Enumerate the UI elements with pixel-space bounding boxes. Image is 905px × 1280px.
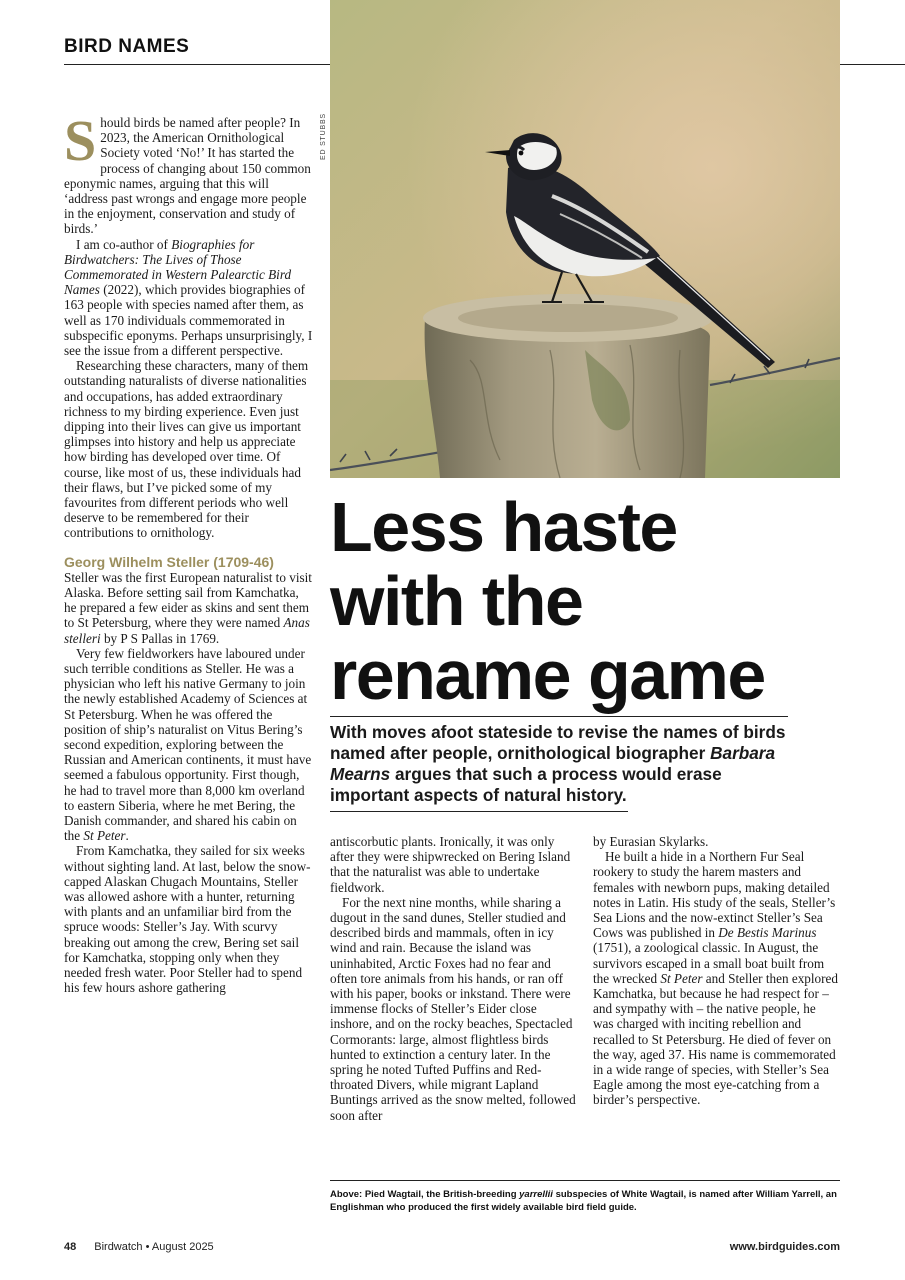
drop-cap: S <box>64 108 97 173</box>
standfirst-rule-top <box>330 716 788 717</box>
photo-caption: Above: Pied Wagtail, the British-breeding yarrellii subspecies of White Wagtail, is named after William Yarrell, an Englishman who produced the first widely available bird field guide. <box>330 1189 837 1213</box>
author-name: Barbara Mearns <box>330 743 776 784</box>
headline <box>330 490 890 712</box>
paragraph: He built a hide in a Northern Fur Seal rookery to study the harem masters and females with newborn pups, making detailed notes in Latin. His study of the seals, Steller’s Sea Lions and the now-extinct Steller’s Sea Cows was published in De Bestis Marinus (1751), a zoological classic. In August, the survivors escaped in a small boat built from the wrecked St Peter and Steller then explored Kamchatka, but because he had respect for – and sympathy with – the native people, he was charged with inciting rebellion and recalled to St Petersburg. He died of fever on the way, aged 37. His name is commemorated in a wide range of species, with Steller’s Sea Eagle among the most eye-catching from a birder’s perspective. <box>593 849 838 1108</box>
headline-line-3: rename game <box>330 636 765 714</box>
paragraph: by Eurasian Skylarks. <box>593 834 709 849</box>
header-rule-left <box>64 64 330 65</box>
website-link[interactable]: www.birdguides.com <box>729 1241 840 1253</box>
column-2 <box>330 834 578 1123</box>
headline-line-1: Less haste <box>330 488 677 566</box>
hero-photo <box>330 0 840 478</box>
header-rule-right <box>840 64 905 65</box>
section-label: BIRD NAMES <box>64 36 190 57</box>
issue-label: Birdwatch • August 2025 <box>94 1241 214 1253</box>
paragraph: Steller was the first European naturalist to visit Alaska. Before setting sail from Kamchatka, he prepared a few eider as skins and sent them to St Petersburg, where they were named Anas stelleri by P S Pallas in 1769. <box>64 569 312 646</box>
column-3 <box>593 834 839 1108</box>
caption-rule <box>330 1180 840 1181</box>
paragraph: From Kamchatka, they sailed for six weeks without sighting land. At last, below the snow-capped Alaskan Chugach Mountains, Steller was allowed ashore with a hunter, returning with plants and an unfamiliar bird from the spruce woods: Steller’s Jay. With scurvy breaking out among the crew, Bering set sail for Kamchatka, stopping only when they needed fresh water. Poor Steller had to spend his few hours ashore gathering <box>64 843 311 996</box>
paragraph: For the next nine months, while sharing a dugout in the sand dunes, Steller studied and described birds and mammals, often in icy wind and rain. Because the island was uninhabited, Arctic Foxes had no fear and often tore animals from his hands, or ran off with his paper, books or inkstand. There were immense flocks of Steller’s Eider close inshore, and on the rocky beaches, Spectacled Cormorants: large, almost flightless birds hunted to extinction a century later. In the spring he noted Tufted Puffins and Red-throated Divers, while migrant Lapland Buntings arrived as the snow melted, followed soon after <box>330 894 576 1123</box>
paragraph: Researching these characters, many of them outstanding naturalists of diverse nationalities and occupations, has added extraordinary richness to my birding experience. Even just dipping into their lives can give us important glimpses into history and help us appreciate how birding has developed over time. Of course, like most of us, these individuals had their flaws, but I’ve picked some of my favourites from different periods who well deserve to be remembered for their contributions to ornithology. <box>64 358 309 541</box>
footer-left <box>64 1241 214 1253</box>
headline-line-2: with the <box>330 562 583 640</box>
paragraph: I am co-author of Biographies for Birdwatchers: The Lives of Those Commemorated in Western Palearctic Bird Names (2022), which provides biographies of 163 people with species named after them, as well as 170 individuals commemorated in subspecific eponyms. Perhaps unsurprisingly, I see the issue from a different perspective. <box>64 236 313 359</box>
intro-paragraph: Should birds be named after people? In 2023, the American Ornithological Society voted ‘No!’ It has started the process of changing about 150 common eponymic names, arguing that this will ‘address past wrongs and engage more people in the enjoyment, conservation and study of birds.’ <box>64 108 311 237</box>
standfirst-rule-bottom <box>330 811 628 812</box>
subhead-steller: Georg Wilhelm Steller (1709-46) <box>64 553 274 570</box>
paragraph: antiscorbutic plants. Ironically, it was only after they were shipwrecked on Bering Island that the naturalist was able to undertake fieldwork. <box>330 834 571 895</box>
page-number: 48 <box>64 1241 77 1253</box>
column-1 <box>64 108 314 996</box>
photo-credit: ED STUBBS <box>320 113 327 160</box>
standfirst: With moves afoot stateside to revise the names of birds named after people, ornithological biographer Barbara Mearns argues that such a process would erase important aspects of natural history. <box>330 722 786 805</box>
book-title: Biographies for Birdwatchers: The Lives of Those Commemorated in Western Palearctic Bird Names <box>64 236 292 298</box>
paragraph: Very few fieldworkers have laboured under such terrible conditions as Steller. He was a physician who left his native Germany to join the newly established Academy of Sciences at St Petersburg. When he was offered the position of ship’s naturalist on Vitus Bering’s second expedition, exploring between the Russian and American continents, it must have seemed a fabulous opportunity. First though, he had to travel more than 8,000 km overland to eastern Siberia, where he met Bering, the Danish commander, and shared his cabin on the St Peter. <box>64 645 312 844</box>
